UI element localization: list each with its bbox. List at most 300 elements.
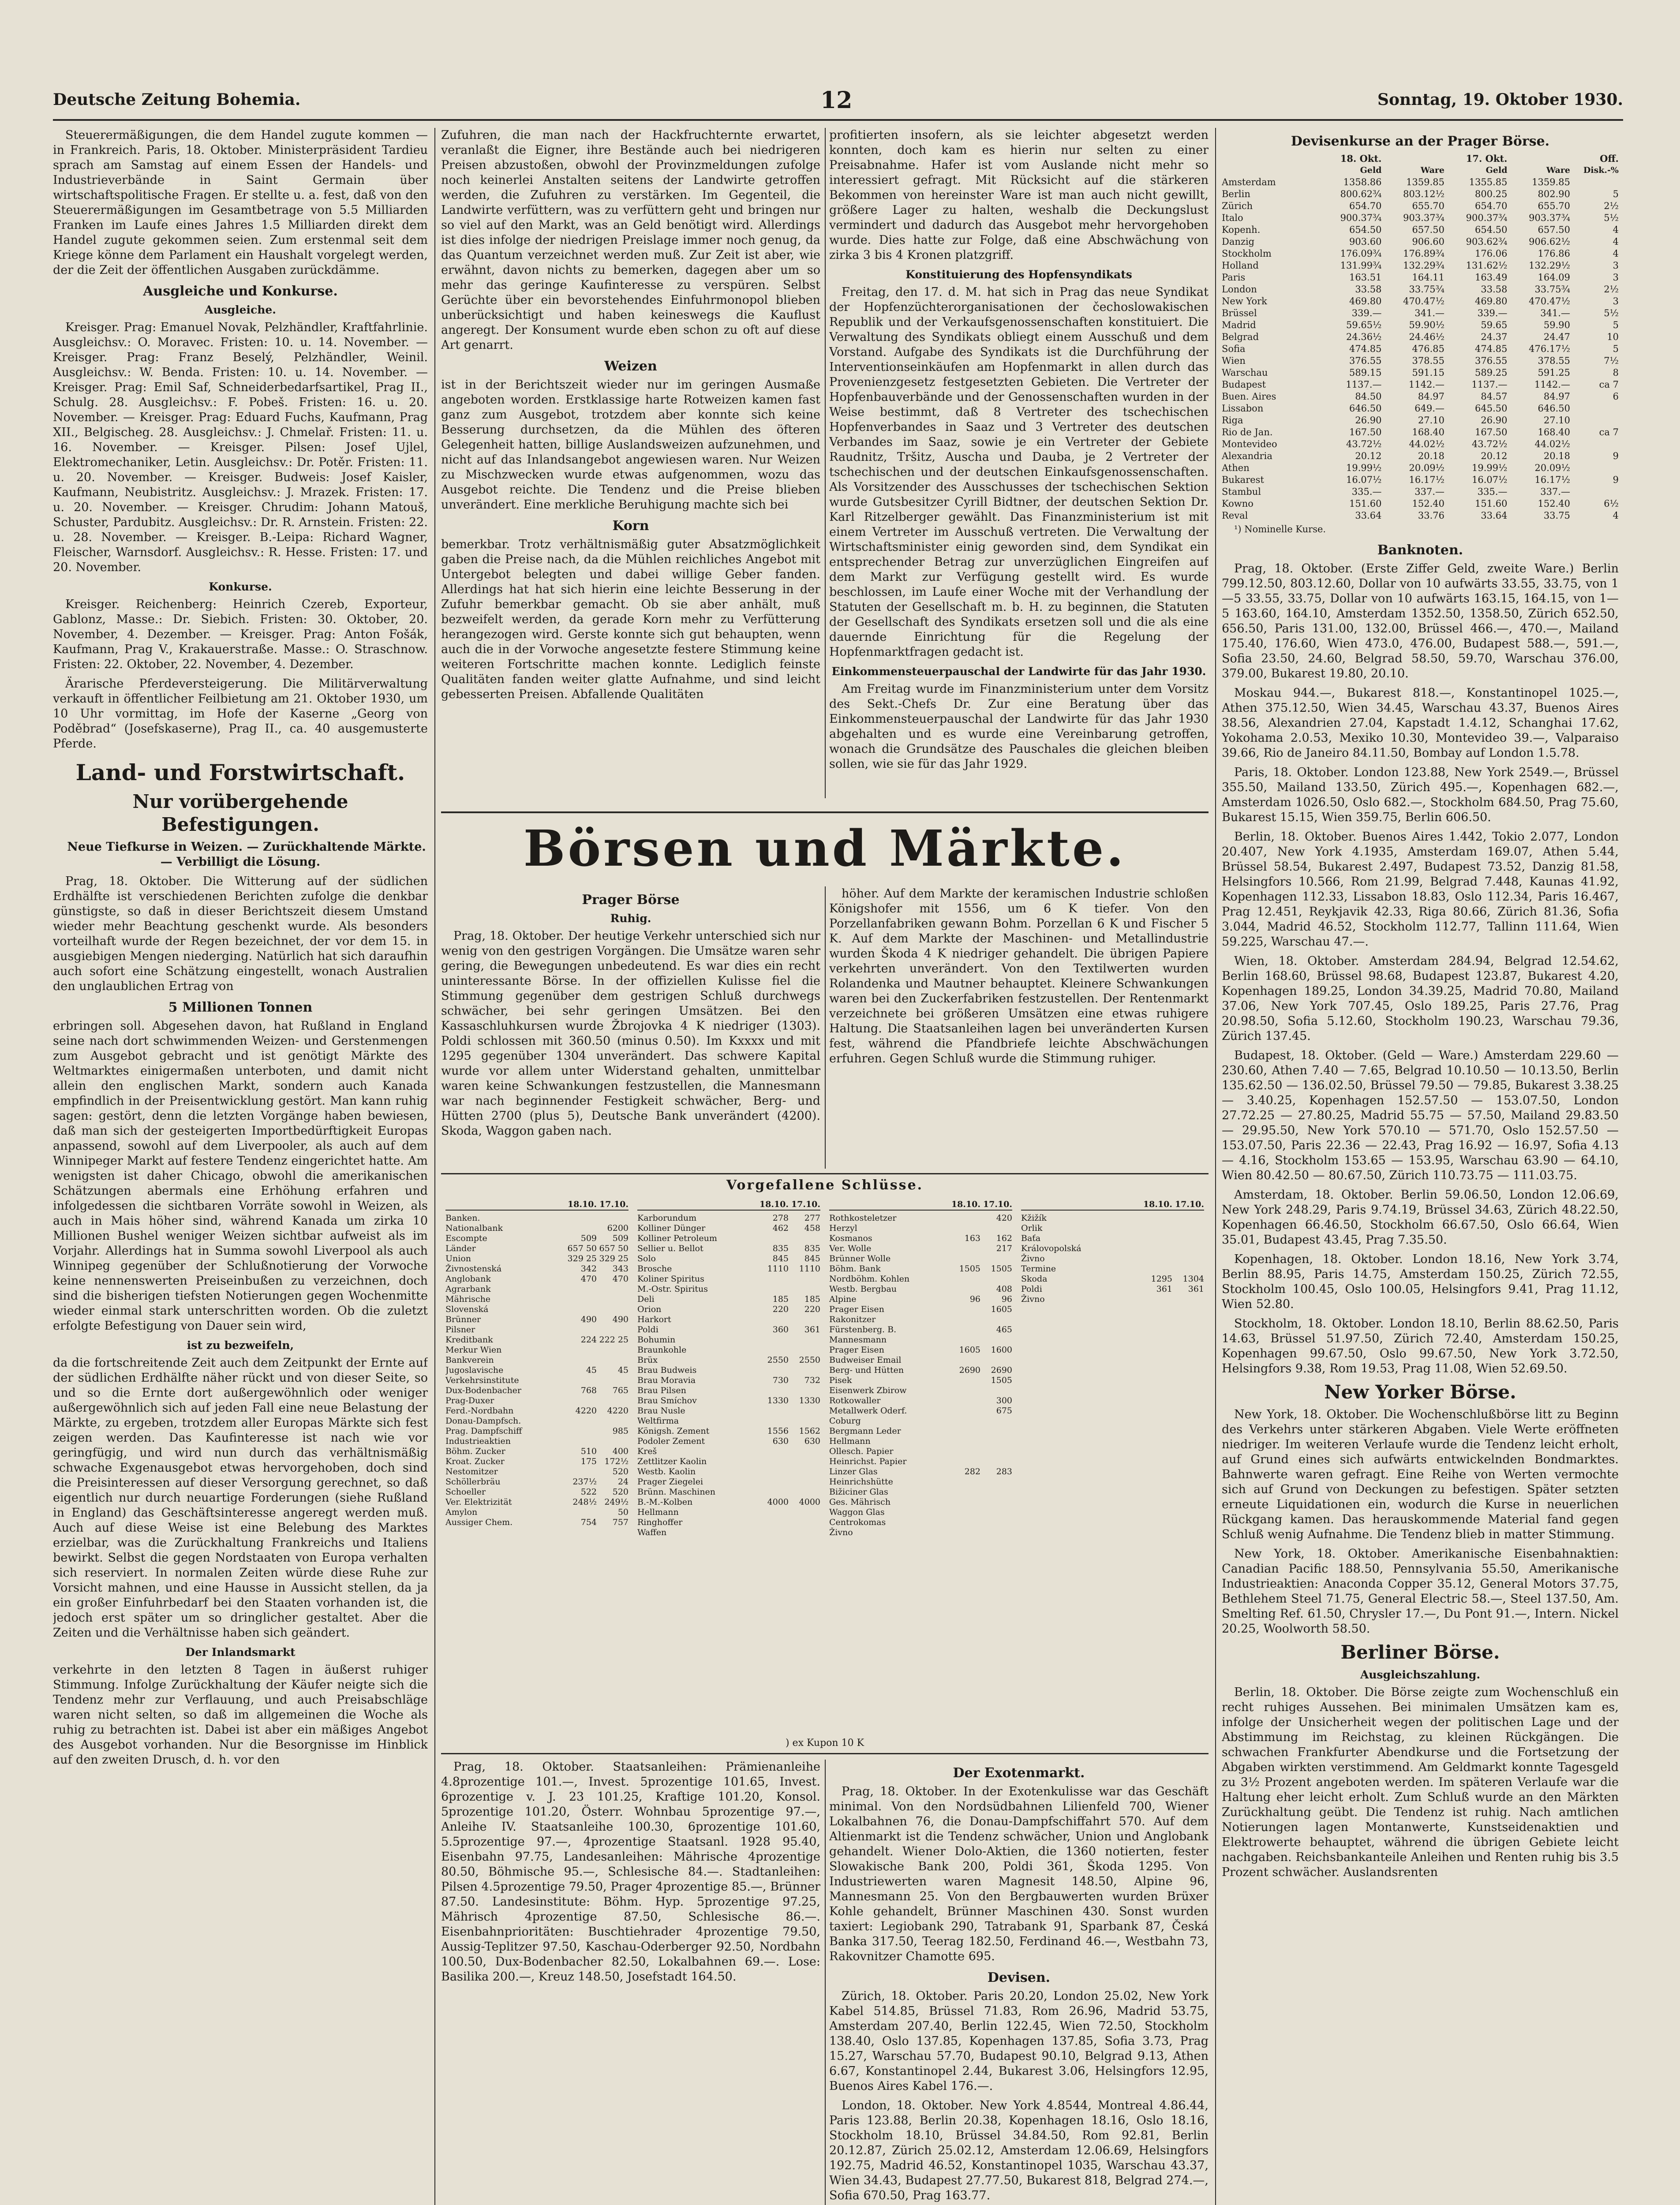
fx-value: 43.72½	[1472, 439, 1508, 449]
stock-close-17: 96	[1001, 1294, 1012, 1304]
exoten-devisen-column	[829, 1760, 1209, 2205]
fx-value: 800.25	[1475, 189, 1508, 199]
banknoten-heading: Banknoten.	[1377, 542, 1463, 558]
stock-close-17: 520	[612, 1487, 629, 1497]
stock-row	[445, 1345, 629, 1355]
stock-name: Solo	[637, 1254, 656, 1263]
stock-row	[829, 1386, 1012, 1396]
stock-row	[445, 1274, 629, 1284]
stock-close-18: 2690	[959, 1365, 980, 1375]
fx-value: 657.50	[1538, 224, 1570, 235]
fx-row	[1222, 391, 1619, 403]
stock-name: Alpine	[829, 1294, 857, 1304]
newyork-heading: New Yorker Börse.	[1324, 1381, 1516, 1403]
stock-name: Kolliner Dünger	[637, 1223, 706, 1233]
column-4	[1222, 128, 1619, 2205]
stock-close-17	[789, 1345, 820, 1355]
stock-close-18	[949, 1284, 980, 1294]
stock-name: Orlik	[1021, 1223, 1043, 1233]
stock-header-cell: 18.10.	[759, 1200, 789, 1209]
ausgleiche-heading: Ausgleiche und Konkurse.	[143, 284, 338, 299]
stock-close-18	[949, 1426, 980, 1436]
fx-value: 654.70	[1349, 201, 1382, 211]
stock-close-17	[789, 1284, 820, 1294]
fx-value: 1355.85	[1469, 177, 1508, 187]
stock-close-17	[789, 1335, 820, 1345]
fx-value: 335.—	[1351, 486, 1382, 497]
stock-name: Orion	[637, 1304, 662, 1314]
stock-close-18: 630	[772, 1436, 789, 1446]
fx-header-blank	[1222, 153, 1319, 164]
ausgleiche-list: Kreisger. Prag: Emanuel Novak, Pelzhändler, Kraftfahrlinie. Ausgleichsv.: O. Moravec. Fristen: 10. u. 14. November. — Kreisger. Prag: Franz Beselý, Pelzhändler, Weinil. Ausgleichsv.: W. Benda. Fristen: 10. u. 14. November. — Kreisger. Prag: Emil Saf, Schneiderbedarfsartikel, Prag II., Schulg. 28. Ausgleichsv.: F. Pobeš. Fristen: 16. u. 20. November. — Kreisger. Prag: Eduard Fuchs, Kaufmann, Prag XII., Belgischeg. 28. Ausgleichsv.: J. Chmelař. Fristen: 11. u. 16. November. — Kreisger. Pilsen: Josef Ujlel, Elektromechaniker, Letin. Ausgleichsv.: Dr. Potěr. Fristen: 11. u. 20. November. — Kreisger. Budweis: Josef Kaisler, Kaufmann, Neubistritz. Ausgleichsv.: J. Mrazek. Fristen: 17. u. 20. November. — Kreisger. Chrudim: Johann Matouš, Schuster, Pardubitz. Ausgleichsv.: Dr. R. Arnstein. Fristen: 22. u. 28. November. — Kreisger. B.-Leipa: Richard Wagner, Fleischer, Warnsdorf. Ausgleichsv.: R. Hesse. Fristen: 17. und 20. November.	[53, 321, 428, 574]
fx-value: 591.25	[1538, 367, 1570, 378]
fx-value: 903.62¾	[1466, 236, 1508, 247]
stock-close-18	[757, 1406, 789, 1416]
boerse-rule-mid	[825, 886, 826, 1169]
stock-row	[637, 1386, 820, 1396]
stock-row	[637, 1254, 820, 1264]
fx-value: 655.70	[1538, 201, 1570, 211]
stock-close-17: 458	[804, 1223, 820, 1233]
stock-close-18	[565, 1345, 597, 1355]
stock-column	[441, 1200, 633, 1538]
berlin-paragraph: Berlin, 18. Oktober. Buenos Aires 1.442, Tokio 2.077, London 20.407, New York 4.1935, Amsterdam 169.07, Athen 5.44, Brüssel 58.54, Bukarest 2.497, Budapest 73.52, Danzig 81.58, Helsingfors 10.566, Rom 21.99, Belgrad 7.448, Kaunas 41.92, Kopenhagen 112.33, Lissabon 18.83, Oslo 112.34, Paris 16.467, Prag 12.451, Reykjavik 42.33, Riga 80.66, Zürich 81.36, Sofia 3.044, Madrid 46.52, Stockholm 112.77, Tallinn 111.64, Wien 59.225, Warschau 47.—.	[1222, 830, 1619, 949]
fx-value: 903.60	[1349, 236, 1382, 247]
stock-close-17	[980, 1487, 1012, 1497]
stock-row	[1021, 1254, 1204, 1264]
stock-name: Dux-Bodenbacher	[445, 1386, 522, 1395]
stock-row	[445, 1517, 629, 1528]
stock-close-17	[980, 1254, 1012, 1264]
stock-close-17: 757	[612, 1517, 629, 1527]
stock-name: Podoler Zement	[637, 1436, 705, 1446]
fx-row	[1222, 462, 1619, 474]
stock-name: Pilsner	[445, 1325, 475, 1334]
inlandsmarkt-headline: Der Inlandsmarkt	[185, 1646, 296, 1659]
fx-value: 132.29¾	[1403, 260, 1444, 271]
stock-close-18	[757, 1386, 789, 1396]
fx-ware-2: Ware	[1546, 165, 1570, 175]
stock-close-17: 520	[612, 1467, 629, 1476]
stock-close-17: 1330	[799, 1396, 820, 1405]
fx-value: 84.50	[1355, 391, 1382, 402]
stock-name: Rothkosteletzer	[829, 1213, 897, 1223]
stock-row	[445, 1304, 629, 1315]
stock-close-18	[757, 1335, 789, 1345]
stock-close-18	[949, 1335, 980, 1345]
stock-name: Escompte	[445, 1233, 487, 1243]
fx-header-dates	[1222, 153, 1619, 164]
fx-value: 176.89¾	[1403, 248, 1444, 259]
stock-name: Ver. Elektrizität	[445, 1497, 512, 1507]
stock-close-17: 6200	[607, 1223, 629, 1233]
fx-value: 20.18	[1543, 451, 1570, 461]
stock-close-17: 408	[996, 1284, 1012, 1294]
fx-discount: ca 7	[1599, 379, 1619, 390]
stock-row	[829, 1497, 1012, 1507]
stock-row	[637, 1365, 820, 1375]
stock-name: Termine	[1021, 1264, 1056, 1274]
fx-value: 59.90½	[1409, 320, 1444, 330]
stock-close-18	[757, 1345, 789, 1355]
stock-close-18: 510	[580, 1446, 597, 1456]
stock-close-18: 237½	[572, 1477, 597, 1487]
stock-close-17: 675	[996, 1406, 1012, 1416]
fx-discount: 2½	[1604, 284, 1619, 295]
fx-value: 59.65½	[1346, 320, 1382, 330]
stock-close-17: 657 50	[599, 1244, 629, 1253]
fx-row	[1222, 403, 1619, 415]
stocks-rule-top	[441, 1173, 1209, 1174]
fx-currency: Zürich	[1222, 201, 1253, 211]
stock-close-18: 522	[580, 1487, 597, 1497]
stock-close-17: 50	[617, 1507, 629, 1517]
stock-name: Královopolská	[1021, 1244, 1081, 1253]
stock-row	[637, 1274, 820, 1284]
stock-row	[637, 1223, 820, 1233]
stock-column	[633, 1200, 825, 1538]
stock-close-17	[980, 1497, 1012, 1507]
stock-name: Ringhoffer	[637, 1517, 683, 1527]
fx-geld-1: Geld	[1360, 165, 1382, 175]
stock-close-17: 361	[804, 1325, 820, 1334]
stock-row	[637, 1264, 820, 1274]
fx-value: 337.—	[1414, 486, 1444, 497]
fx-discount: 5	[1613, 320, 1619, 330]
boerse-title: Börsen und Märkte.	[523, 820, 1126, 878]
stock-name: Ges. Mährisch	[829, 1497, 891, 1507]
stock-close-18	[1141, 1294, 1172, 1304]
stock-close-17: 470	[612, 1274, 629, 1284]
stock-close-18: 509	[580, 1233, 597, 1243]
stock-name: Brünner Wolle	[829, 1254, 891, 1263]
stock-close-17	[980, 1528, 1012, 1538]
fx-row	[1222, 176, 1619, 188]
fx-currency: Riga	[1222, 415, 1243, 426]
stock-close-18: 329 25	[567, 1254, 597, 1263]
fx-currency: Wien	[1222, 355, 1246, 366]
stock-close-17	[980, 1426, 1012, 1436]
stock-name: Eisenwerk Zbirow	[829, 1386, 907, 1395]
stock-close-17: 4000	[799, 1497, 820, 1507]
stock-close-18	[949, 1223, 980, 1233]
stock-name: Živno	[829, 1528, 853, 1537]
stock-name: Bergmann Leder	[829, 1426, 901, 1436]
devisenkurse-heading: Devisenkurse an der Prager Börse.	[1291, 134, 1550, 149]
weizen-paragraph: ist in der Berichtszeit wieder nur im geringen Ausmaße angeboten worden. Erstklassige harte Rotweizen kamen fast ganz zum Ausgebot, trotzdem aber konnte sich keine Besserung durchsetzen, da die Mühlen des öfteren Gelegenheit hatten, billige Auslandsweizen aufzunehmen, und nicht auf das Inlandsangebot angewiesen waren. Nur Weizen zu Mischzwecken wurde etwas aufgenommen, wozu das Ausgebot reichte. Die Tendenz und die Preise blieben unverändert. Eine merkliche Beruhigung machte sich bei	[441, 378, 820, 512]
prager-boerse-column	[441, 886, 820, 1169]
stock-close-18	[565, 1284, 597, 1294]
fx-value: 903.37¾	[1529, 213, 1570, 223]
stock-close-17	[1172, 1244, 1204, 1254]
fx-discount: 4	[1613, 224, 1619, 235]
stock-close-17: 45	[617, 1365, 629, 1375]
stock-close-18	[757, 1477, 789, 1487]
fx-row	[1222, 355, 1619, 367]
stock-name: Brüx	[637, 1355, 658, 1365]
stock-close-18	[949, 1406, 980, 1416]
stock-close-18	[1141, 1213, 1172, 1223]
fx-value: 655.70	[1412, 201, 1444, 211]
stock-close-18	[949, 1315, 980, 1325]
stock-name: Prager Eisen	[829, 1345, 884, 1355]
stock-name: Kreditbank	[445, 1335, 493, 1345]
stock-row	[829, 1355, 1012, 1365]
stock-header-cell: 18.10.	[951, 1200, 980, 1209]
newyork-paragraph: New York, 18. Oktober. Die Wochenschlußbörse litt zu Beginn des Verkehrs unter stärkeren Abgaben. Viele Werte eröffneten niedriger. Im weiteren Verlaufe wurde die Tendenz leicht erholt, auf Grund eines sich aufwärts entwickelnden Bondmarktes. Bahnwerte waren gefragt. Eine Reihe von Werten vermochte sich auf Grund von Deckungen zu befestigen. Später setzten erneute Liquidationen ein, wodurch die Kurse in neuerlichen Rückgang kamen. Das herauskommende Material fand gegen Schluß wenig Aufnahme. Die Tendenz blieb in matter Stimmung.	[1222, 1408, 1619, 1541]
tax-article: Steuerermäßigungen, die dem Handel zugute kommen — in Frankreich. Paris, 18. Oktober. Ministerpräsident Tardieu sprach am Samstag auf einem Essen der Handels- und Industrieverbände in Saint Germain über wirtschaftspolitische Fragen. Er stellte u. a. fest, daß von den Steuerermäßigungen im Gesamtbetrage von 5.5 Milliarden Franken im Laufe eines Jahres 1.5 Milliarden direkt dem Handel zugute gekommen seien. Zum erstenmal seit dem Kriege könne dem Parlament ein Haushalt vorgelegt werden, der die Zeit der öffentlichen Ausgaben zurückdämme.	[53, 128, 428, 277]
stock-column	[1017, 1200, 1209, 1538]
stock-close-18	[949, 1487, 980, 1497]
stock-name: Waffen	[637, 1528, 667, 1537]
stock-close-18	[949, 1254, 980, 1264]
stock-close-17: 222 25	[599, 1335, 629, 1345]
stock-name: Böhm. Zucker	[445, 1446, 505, 1456]
fx-value: 24.36½	[1346, 332, 1382, 342]
stock-close-18	[949, 1528, 980, 1538]
stock-row	[829, 1416, 1012, 1426]
stock-close-18: 360	[772, 1325, 789, 1334]
stock-close-18	[1141, 1254, 1172, 1264]
stock-close-17	[597, 1304, 629, 1315]
fx-value: 341.—	[1414, 308, 1444, 318]
stock-name: Živno	[1021, 1254, 1045, 1263]
fx-value: 800.62¾	[1340, 189, 1382, 199]
stock-header-cell: 17.10.	[599, 1200, 629, 1209]
stock-close-17	[980, 1517, 1012, 1528]
stock-row	[637, 1355, 820, 1365]
stock-close-18	[949, 1375, 980, 1386]
stock-header-cell	[1021, 1200, 1141, 1210]
stock-close-17	[980, 1507, 1012, 1517]
stock-close-17	[789, 1274, 820, 1284]
page-header	[53, 87, 1623, 117]
stock-close-18	[565, 1426, 597, 1436]
stock-name: Rotkowaller	[829, 1396, 881, 1405]
stock-header-cell: 17.10.	[1175, 1200, 1204, 1209]
tonnen-headline: 5 Millionen Tonnen	[168, 1000, 313, 1015]
fx-currency: Montevideo	[1222, 439, 1277, 449]
stock-close-17	[980, 1223, 1012, 1233]
fx-header-columns	[1222, 164, 1619, 176]
stock-close-18: 754	[580, 1517, 597, 1527]
stock-row	[445, 1386, 629, 1396]
fx-currency: Athen	[1222, 463, 1250, 473]
stock-close-18	[565, 1294, 597, 1304]
stock-close-17	[789, 1467, 820, 1477]
fx-currency: Kopenh.	[1222, 224, 1261, 235]
stock-close-18: 1605	[959, 1345, 980, 1355]
stock-name: Slovenská	[445, 1304, 489, 1314]
column-1	[53, 128, 428, 2205]
stock-row	[1021, 1274, 1204, 1284]
stock-close-17	[1172, 1213, 1204, 1223]
stock-header-cell: 18.10.	[567, 1200, 597, 1209]
fx-value: 24.37	[1481, 332, 1508, 342]
stock-name: Schöllerbräu	[445, 1477, 501, 1487]
stock-close-17	[597, 1416, 629, 1426]
fx-value: 19.99½	[1346, 463, 1382, 473]
stock-row	[637, 1325, 820, 1335]
stock-close-18: 462	[772, 1223, 789, 1233]
stock-close-17	[789, 1528, 820, 1538]
fx-value: 168.40	[1538, 427, 1570, 437]
stock-name: Kroat. Zucker	[445, 1457, 505, 1466]
fx-discount: ca 7	[1599, 427, 1619, 437]
stock-row	[829, 1406, 1012, 1416]
stock-close-17	[597, 1213, 629, 1223]
einkommen-paragraph: Am Freitag wurde im Finanzministerium unter dem Vorsitz des Sekt.-Chefs Dr. Zur eine Beratung über das Einkommensteuerpauschal der Landwirte für das Jahr 1930 abgehalten und es wurde eine Vereinbarung getroffen, wonach die Grundsätze des Pauschales die gleichen bleiben sollen, wie sie für das Jahr 1929.	[829, 682, 1209, 771]
stock-name: Hellmann	[637, 1507, 679, 1517]
stock-close-17	[980, 1315, 1012, 1325]
stock-header-cell	[637, 1200, 757, 1210]
korn-paragraph: bemerkbar. Trotz verhältnismäßig guter Absatzmöglichkeit gaben die Preise nach, da die Mühlen reichliches Angebot mit Untergebot belegten und dabei willige Geber fanden. Allerdings hat hat sich hierin eine leichte Besserung in der Zufuhr bemerkbar gemacht. Ob sie aber anhält, muß bezweifelt werden, da gerade Korn mehr zu Verfütterung herangezogen wird. Gerste konnte sich gut behaupten, wenn auch die in der Vorwoche angesetzte festere Stimmung keine weiteren Fortschritte machen konnte. Lediglich feinste Qualitäten fanden weiter glatte Aufnahme, und sind leicht gebesserten Preisen. Abfallende Qualitäten	[441, 538, 820, 701]
stock-row	[445, 1487, 629, 1497]
stock-close-17: 172½	[604, 1457, 629, 1466]
stock-row	[637, 1467, 820, 1477]
fx-row	[1222, 200, 1619, 212]
fx-value: 16.07½	[1346, 475, 1382, 485]
fx-value: 476.17½	[1529, 344, 1570, 354]
stock-row	[445, 1365, 629, 1375]
stock-row	[829, 1365, 1012, 1375]
einkommen-heading: Einkommensteuerpauschal der Landwirte für das Jahr 1930.	[831, 665, 1206, 678]
stock-name: Westb. Bergbau	[829, 1284, 897, 1294]
stock-row	[445, 1497, 629, 1507]
fx-row	[1222, 486, 1619, 498]
stock-row	[637, 1406, 820, 1416]
stock-close-18	[949, 1416, 980, 1426]
fx-value: 591.15	[1412, 367, 1444, 378]
fx-value: 33.58	[1355, 284, 1382, 295]
befestigungen-lead: Neue Tiefkurse in Weizen. — Zurückhaltende Märkte. — Verbilligt die Lösung.	[67, 840, 426, 869]
stock-row	[829, 1467, 1012, 1477]
stock-name: Brau Smíchov	[637, 1396, 697, 1405]
stock-close-18	[565, 1416, 597, 1426]
ausgleiche-subheading: Ausgleiche.	[204, 303, 277, 316]
stock-close-18: 490	[580, 1315, 597, 1324]
fx-currency: Buen. Aires	[1222, 391, 1276, 402]
fx-discount	[1570, 438, 1619, 450]
stock-name: Brau Budweis	[637, 1365, 697, 1375]
stock-close-17: 300	[996, 1396, 1012, 1405]
stock-header	[1021, 1200, 1204, 1211]
stock-name: Amylon	[445, 1507, 478, 1517]
stock-close-17	[789, 1517, 820, 1528]
budapest-paragraph: Budapest, 18. Oktober. (Geld — Ware.) Amsterdam 229.60 — 230.60, Athen 7.40 — 7.65, Belgrad 10.10.50 — 10.13.50, Berlin 135.62.50 — 136.02.50, Brüssel 79.50 — 79.85, Bukarest 3.38.25 — 3.40.25, Kopenhagen 152.57.50 — 153.07.50, London 27.72.25 — 27.80.25, Madrid 55.75 — 57.50, Mailand 29.83.50 — 29.95.50, New York 570.10 — 571.70, Oslo 152.57.50 — 153.07.50, Paris 22.36 — 22.43, Prag 16.92 — 16.97, Sofia 4.13 — 4.16, Stockholm 153.65 — 153.95, Warschau 63.90 — 64.10, Wien 80.42.50 — 80.67.50, Zürich 110.73.75 — 111.03.75.	[1222, 1049, 1619, 1182]
stock-row	[445, 1294, 629, 1304]
stock-close-17	[980, 1274, 1012, 1284]
fx-value: 803.12½	[1403, 189, 1444, 199]
fx-value: 1137.—	[1346, 379, 1382, 390]
column-2	[441, 128, 820, 798]
stock-close-17: 400	[612, 1446, 629, 1456]
fx-row	[1222, 426, 1619, 438]
fx-row	[1222, 379, 1619, 391]
stocks-footnote: ) ex Kupon 10 K	[785, 1738, 864, 1749]
banknoten-paragraph: Prag, 18. Oktober. (Erste Ziffer Geld, zweite Ware.) Berlin 799.12.50, 803.12.60, Dollar von 10 aufwärts 33.55, 33.75, von 1—5 33.55, 33.75, Dollar von 10 aufwärts 163.15, 164.15, von 1—5 163.60, 164.10, Amsterdam 1352.50, 1358.50, Zürich 652.50, 656.50, Paris 131.00, 132.00, Brüssel 466.—, 470.—, Mailand 175.40, 176.60, Wien 473.0, 476.00, Budapest 588.—, 591.—, Sofia 23.50, 24.60, Belgrad 58.50, 59.70, Warschau 376.00, 379.00, Bukarest 19.80, 20.10.	[1222, 562, 1619, 680]
stock-close-18: 835	[772, 1244, 789, 1253]
fx-footnote: ¹) Nominelle Kurse.	[1234, 524, 1326, 534]
fx-value: 337.—	[1540, 486, 1570, 497]
stock-close-18: 1556	[767, 1426, 789, 1436]
prager-boerse-paragraph-2: höher. Auf dem Markte der keramischen Industrie schloßen Königshofer mit 1556, um 6 K tiefer. Von den Porzellanfabriken gewann Bohm. Porzellan 6 K und Fischer 5 K. Auf dem Markte der Maschinen- und Metallindustrie wurden Škoda 4 K niedriger gehandelt. Die übrigen Papiere verkehrten unverändert. Von den Textilwerten wurden Rolandenka und Mautner behauptet. Kleinere Schwankungen waren bei den Zuckerfabriken festzustellen. Der Rentenmarkt verzeichnete bei größeren Umsätzen eine etwas ruhigere Haltung. Die Staatsanleihen lagen bei unveränderten Kursen fest, während die Pfandbriefe leichte Abschwächungen erfuhren. Gegen Schluß wurde die Stimmung ruhiger.	[829, 887, 1209, 1065]
stock-close-17: 1505	[991, 1375, 1012, 1385]
fx-discount: 4	[1613, 510, 1619, 521]
fx-currency: Brüssel	[1222, 308, 1257, 318]
stock-close-17: 24	[617, 1477, 629, 1487]
stock-name: Sellier u. Bellot	[637, 1244, 703, 1253]
fx-currency: Berlin	[1222, 189, 1250, 199]
fx-value: 24.46½	[1409, 332, 1444, 342]
fx-value: 176.86	[1538, 248, 1570, 259]
fx-discount: 3	[1613, 272, 1619, 283]
stock-close-18: 1505	[959, 1264, 980, 1274]
stock-close-18	[565, 1507, 597, 1517]
fx-currency: London	[1222, 284, 1257, 295]
stock-row	[829, 1487, 1012, 1497]
stock-name: Metallwerk Oderf.	[829, 1406, 907, 1416]
stock-row	[829, 1284, 1012, 1294]
stock-row	[829, 1294, 1012, 1304]
stock-row	[829, 1335, 1012, 1345]
stock-name: Brosche	[637, 1264, 672, 1274]
fx-value: 654.70	[1475, 201, 1508, 211]
stock-close-17	[1172, 1264, 1204, 1274]
fx-value: 167.50	[1475, 427, 1508, 437]
fx-value: 20.12	[1481, 451, 1508, 461]
stock-name: M.-Ostr. Spiritus	[637, 1284, 708, 1294]
stocks-rule-bottom	[441, 1753, 1209, 1754]
grain-paragraph-3: da die fortschreitende Zeit auch dem Zeitpunkt der Ernte auf der südlichen Erdhälfte näher rückt und von dieser Seite, so und so die Ernte dort außergewöhnlich oder weniger außergewöhnlich sich auf jeden Fall eine neue Belastung der Märkte, zu ergeben, trotzdem aller Europas Märkte sich fest zeigen werden. Das Kaufinteresse ist nach wie vor geringfügig, und wird nun durch das verhältnismäßig schwache Exgenausgebot etwas hervorgehoben, doch sind die Preisinteressen auf dieser Versorgung gerechnet, so daß eigentlich nur durch neuartige Forderungen (siehe Rußland in England) das Geschäftsinteresse angeregt werden muß. Auch auf diese Weise ist eine Belebung des Marktes erzielbar, was die Zurückhaltung Frankreichs und Italiens bewirkt. Selbst die gegen Nordstaaten von Europa verhalten sich reserviert. In normalen Zeiten würde diese Ruhe zur Vorsicht mahnen, und eine Hausse in Aussicht stellen, da ja ein großer Einfuhrbedarf bei den Staaten vorhanden ist, die jedoch erst später um so dringlicher gestaltet. Aber die Zeiten und die Verhältnisse haben sich geändert.	[53, 1356, 428, 1640]
fx-row	[1222, 367, 1619, 379]
stock-name: Kžižík	[1021, 1213, 1047, 1223]
fx-rows	[1222, 176, 1619, 522]
stock-name: Deli	[637, 1294, 655, 1304]
stock-close-18: 220	[772, 1304, 789, 1314]
stock-row	[445, 1396, 629, 1406]
fx-value: 152.40	[1538, 498, 1570, 509]
stock-row	[1021, 1233, 1204, 1244]
stock-name: Kreš	[637, 1446, 657, 1456]
fx-currency: Kowno	[1222, 498, 1253, 509]
fx-discount: 3	[1613, 260, 1619, 271]
stock-row	[445, 1264, 629, 1274]
stock-close-18	[757, 1507, 789, 1517]
fx-discount	[1570, 176, 1619, 188]
devisen-heading: Devisen.	[987, 1970, 1051, 1985]
stock-name: Schoeller	[445, 1487, 486, 1497]
stock-close-17	[980, 1457, 1012, 1467]
stock-row	[637, 1507, 820, 1517]
stock-name: Linzer Glas	[829, 1467, 878, 1476]
fx-value: 376.55	[1475, 355, 1508, 366]
stock-close-17: 2690	[991, 1365, 1012, 1375]
fx-row	[1222, 510, 1619, 522]
fx-header-date-1: 18. Okt.	[1340, 153, 1382, 164]
stock-row	[829, 1264, 1012, 1274]
fx-value: 19.99½	[1472, 463, 1508, 473]
lower-rule-mid	[825, 1760, 826, 2205]
stock-close-18: 342	[580, 1264, 597, 1274]
stock-header	[829, 1200, 1012, 1211]
fx-value: 378.55	[1412, 355, 1444, 366]
fx-value: 164.09	[1538, 272, 1570, 283]
fx-discount: 9	[1613, 475, 1619, 485]
fx-value: 802.90	[1538, 189, 1570, 199]
fx-value: 900.37¾	[1340, 213, 1382, 223]
column-3	[829, 128, 1209, 798]
